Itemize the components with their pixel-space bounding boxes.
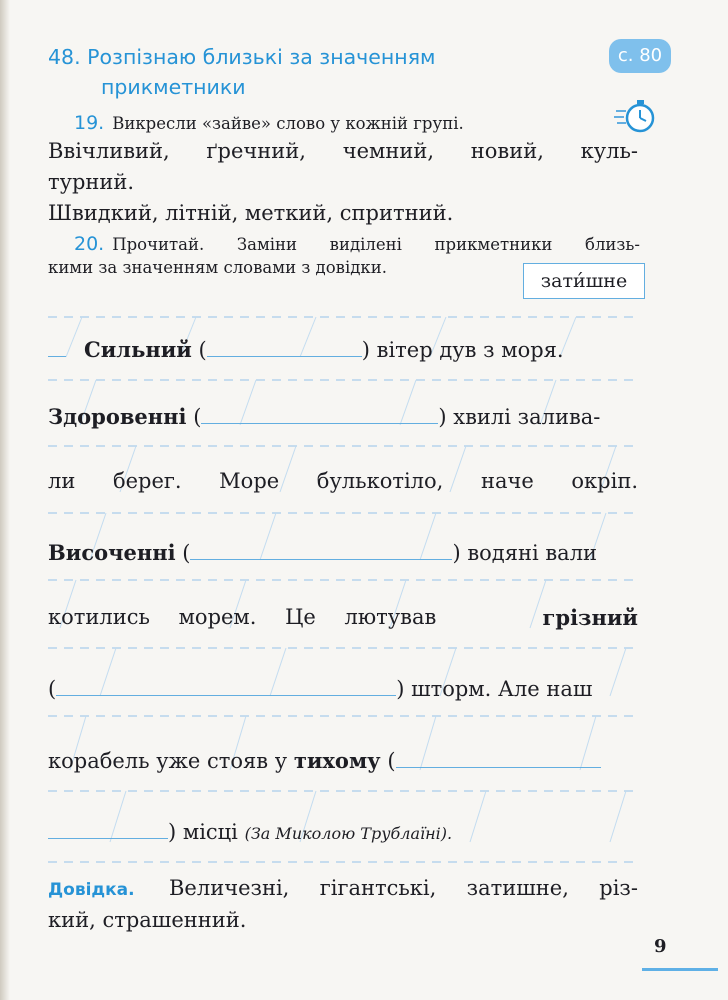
example-answer-box: зати́шне [523,263,645,299]
reference-line2: кий, страшенний. [48,908,247,932]
text-fragment: ) хвилі залива- [438,405,601,429]
timer-icon [614,97,658,137]
page-reference-badge: с. 80 [609,39,671,73]
line-start-blank [48,342,66,357]
page-edge-shadow [0,0,10,1000]
answer-blank[interactable] [56,673,396,696]
highlighted-adjective: грізний [542,605,638,630]
task19-instruction-text: Викресли «зайве» слово у кожній групі. [112,114,464,133]
page-number-bar [642,968,718,971]
task20-instruction-line2: кими за значенням словами з довідки. [48,258,387,277]
highlighted-adjective: Сильний [84,337,192,362]
task19-group2: Швидкий, літній, меткий, спритний. [48,201,454,225]
highlighted-adjective: Здоровенні [48,404,187,429]
highlighted-adjective: Височенні [48,540,176,565]
lesson-title-line2: прикметники [101,75,246,99]
text-line-5 [48,605,638,630]
task19-group1-line2: турний. [48,170,135,194]
text-fragment: ( [175,541,191,565]
answer-blank[interactable] [48,816,168,839]
answer-blank[interactable] [190,537,452,560]
page-number: 9 [654,936,667,957]
highlighted-adjective: тихому [293,748,381,773]
task20-instruction-line1 [74,233,640,255]
answer-blank[interactable] [396,745,601,768]
text-line-5-words [48,605,503,630]
reference-label: Довідка. [48,880,135,900]
text-line-8 [48,816,638,844]
task19-instruction [74,112,464,134]
text-line-2 [48,401,638,429]
text-fragment: ) місці [168,820,238,844]
text-line-4 [48,537,638,565]
text-fragment: ) вітер дув з моря. [361,338,564,362]
text-fragment: ( [191,338,207,362]
text-fragment: ( [380,749,396,773]
text-line-6 [48,673,638,701]
text-line-7 [48,745,638,773]
task19-group1-line1: Ввічливий, ґречний, чемний, новий, куль- [48,139,638,163]
text-fragment: ( [48,677,57,701]
task19-number: 19. [74,112,105,134]
reference-line1 [48,873,638,905]
text-line-3: ли берег. Море булькотіло, наче окріп. [48,469,638,493]
answer-blank[interactable] [201,401,438,424]
task20-instruction-text: Прочитай. Заміни виділені прикметники близь- [112,235,640,254]
text-line-1 [48,334,638,362]
task20-number: 20. [74,233,105,255]
text-fragment: корабель уже стояв у [48,749,294,773]
reference-text-line1: Величезні, гігантські, затишне, різ- [169,876,638,900]
source-citation: (За Миколою Трублаїні). [244,824,453,843]
answer-blank[interactable] [207,334,362,357]
lesson-title [48,42,518,102]
reference-block [48,873,638,935]
text-fragment: ) водяні вали [452,541,598,565]
lesson-title-line1: Розпізнаю близькі за значенням [87,45,436,69]
lesson-number: 48. [48,45,81,69]
text-fragment: котились морем. Це лютував [48,605,437,629]
text-fragment: ) шторм. Але наш [396,677,593,701]
text-fragment: ( [186,405,202,429]
